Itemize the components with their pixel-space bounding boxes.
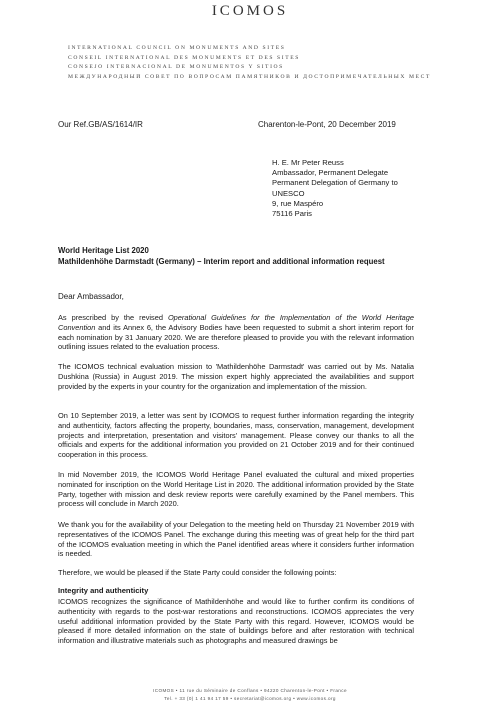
letterhead-line-1: INTERNATIONAL COUNCIL ON MONUMENTS AND SITES — [68, 45, 286, 51]
letterhead-line-2: CONSEIL INTERNATIONAL DES MONUMENTS ET DES SITES — [68, 55, 300, 61]
salutation: Dear Ambassador, — [58, 292, 124, 301]
recipient-line: 75116 Paris — [272, 209, 312, 219]
paragraph-6: Therefore, we would be pleased if the State Party could consider the following points: — [58, 568, 337, 577]
recipient-line: UNESCO — [272, 188, 305, 198]
footer-address: ICOMOS • 11 rue du Séminaire de Conflans • 94220 Charenton-le-Pont • France — [153, 688, 347, 693]
paragraph-1-text-a: As prescribed by the revised — [58, 313, 168, 322]
footer-contact: Tel. + 33 (0) 1 41 94 17 59 • secretariat@icomos.org • www.icomos.org — [164, 696, 336, 701]
letterhead-line-4: МЕЖДУНАРОДНЫЙ СОВЕТ ПО ВОПРОСАМ ПАМЯТНИКОВ И ДОСТОПРИМЕЧАТЕЛЬНЫХ МЕСТ — [68, 74, 431, 80]
paragraph-4: In mid November 2019, the ICOMOS World Heritage Panel evaluated the cultural and mixed properties nominated for inscription on the World Heritage List in 2020. The additional information provided by the State Party, together with mission and desk review reports were carefully examined by the Panel members. This process will conclude in March 2020. — [58, 470, 414, 509]
paragraph-1-italic: Operational Guidelines for the Implementation of the World Heritage Convention — [58, 313, 414, 332]
date-line: Charenton-le-Pont, 20 December 2019 — [258, 120, 396, 129]
reference-number: Our Ref.GB/AS/1614/IR — [58, 120, 143, 129]
recipient-address — [272, 158, 398, 219]
paragraph-1-text-b: and its Annex 6, the Advisory Bodies have been requested to submit a short interim report for each nomination by 31 January 2020. We are therefore pleased to provide you with the relevant information outlining issues related to the evaluation process. — [58, 322, 414, 352]
recipient-line: Permanent Delegation of Germany to — [272, 178, 398, 188]
recipient-line: 9, rue Maspéro — [272, 198, 324, 208]
paragraph-3: On 10 September 2019, a letter was sent by ICOMOS to request further information regarding the integrity and authenticity, factors affecting the property, boundaries, mass, conservation, management, development projects and interpretation, presentation and visitors' management. Please convey our thanks to all the officials and experts for the additional information you provided on 21 October 2019 and for their continued cooperation in this process. — [58, 411, 414, 460]
recipient-line: Ambassador, Permanent Delegate — [272, 168, 389, 178]
paragraph-2: The ICOMOS technical evaluation mission to 'Mathildenhöhe Darmstadt' was carried out by Ms. Natalia Dushkina (Russia) in August 2019. The mission expert highly appreciated the availabilities and support provided by the experts in your country for the organization and implementation of the mission. — [58, 362, 414, 391]
paragraph-1 — [58, 313, 414, 352]
paragraph-7: ICOMOS recognizes the significance of Mathildenhöhe and would like to further confirm its conditions of authenticity with regards to the post-war restorations and reconstructions. ICOMOS appreciates the very useful additional information provided by the State Party with this regard. However, ICOMOS would be pleased if more detailed information on the state of buildings before and after restoration with technical information and illustrative materials such as photographs and measured drawings be — [58, 597, 414, 646]
subject-line-1: World Heritage List 2020 — [58, 246, 149, 255]
subject-block — [58, 246, 385, 267]
paragraph-5: We thank you for the availability of your Delegation to the meeting held on Thursday 21 November 2019 with representatives of the ICOMOS Panel. The exchange during this meeting was of great help for the third part of the ICOMOS evaluation meeting in which the Panel identified areas where it considers further information is needed. — [58, 520, 414, 559]
section-title-integrity: Integrity and authenticity — [58, 586, 149, 595]
icomos-logo: ICOMOS — [211, 3, 289, 19]
subject-line-2: Mathildenhöhe Darmstadt (Germany) – Interim report and additional information request — [58, 256, 385, 266]
letterhead-line-3: CONSEJO INTERNACIONAL DE MONUMENTOS Y SITIOS — [68, 64, 284, 70]
recipient-line: H. E. Mr Peter Reuss — [272, 158, 344, 167]
